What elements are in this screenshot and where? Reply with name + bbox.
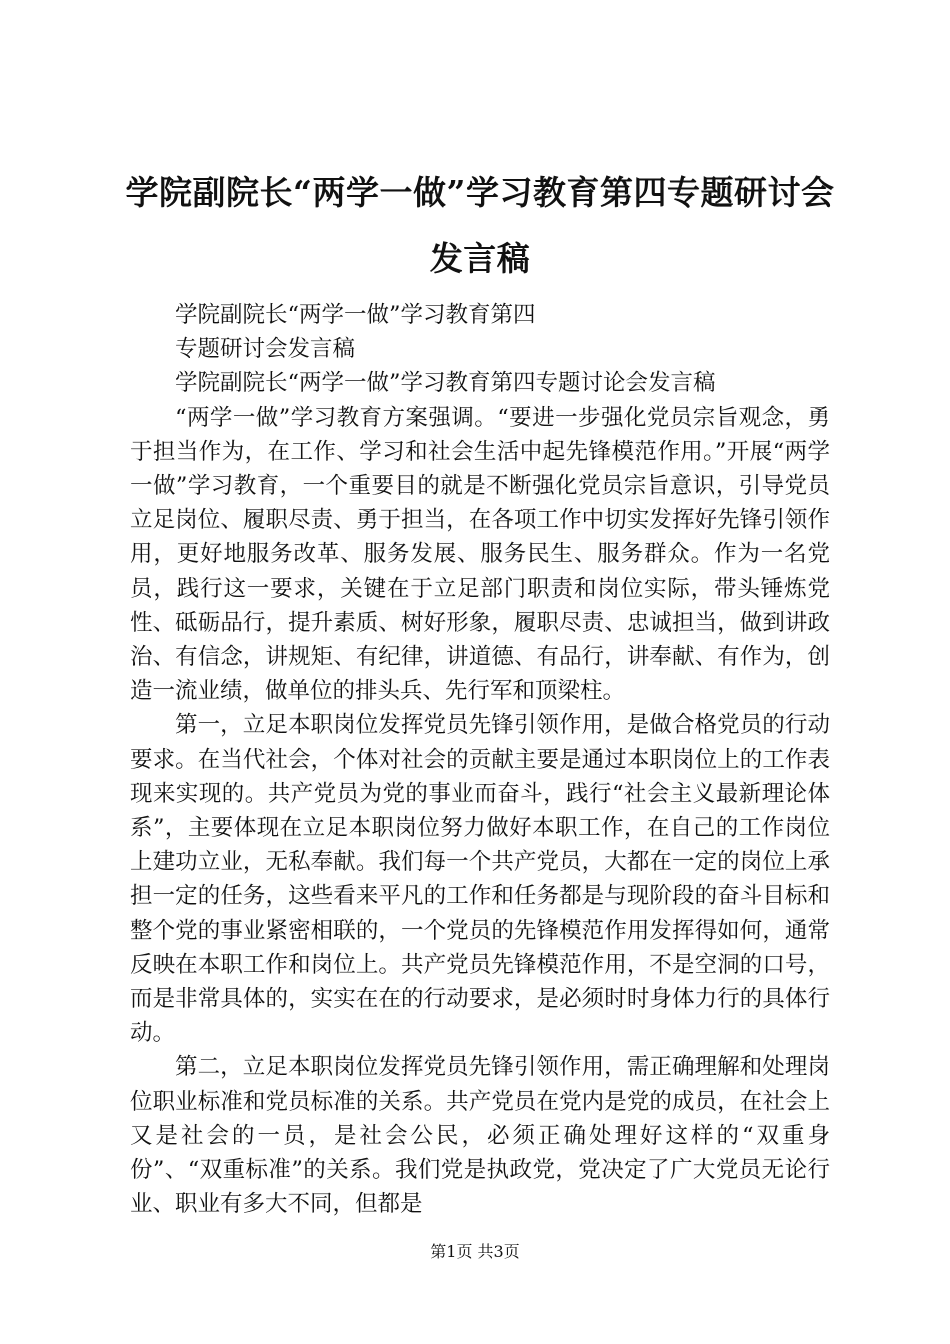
subtitle-line-2: 专题研讨会发言稿 [175,336,356,363]
subtitle-line-1: 学院副院长“两学一做”学习教育第四 [175,302,536,328]
subtitle-line-3: 学院副院长“两学一做”学习教育第四专题讨论会发言稿 [175,370,716,397]
document-body [130,298,830,1221]
paragraph-first-point: 第一，立足本职岗位发挥党员先锋引领作用，是做合格党员的行动要求。在当代社会，个体对社会的贡献主要是通过本职岗位上的工作表现来实现的。共产党员为党的事业而奋斗，践行“社会主义最新理论体系”，主要体现在立足本职岗位努力做好本职工作，在自己的工作岗位上建功立业，无私奉献。我们每一个共产党员，大都在一定的岗位上承担一定的任务，这些看来平凡的工作和任务都是与现阶段的奋斗目标和整个党的事业紧密相联的，一个党员的先锋模范作用发挥得如何，通常反映在本职工作和岗位上。共产党员先锋模范作用，不是空洞的口号，而是非常具体的，实实在在的行动要求，是必须时时身体力行的具体行动。 [130,712,830,1047]
paragraph-intro: “两学一做”学习教育方案强调。“要进一步强化党员宗旨观念，勇于担当作为，在工作、学习和社会生活中起先锋模范作用。”开展“两学一做”学习教育，一个重要目的就是不断强化党员宗旨意识，引导党员立足岗位、履职尽责、勇于担当，在各项工作中切实发挥好先锋引领作用，更好地服务改革、服务发展、服务民生、服务群众。作为一名党员，践行这一要求，关键在于立足部门职责和岗位实际，带头锤炼党性、砥砺品行，提升素质、树好形象，履职尽责、忠诚担当，做到讲政治、有信念，讲规矩、有纪律，讲道德、有品行，讲奉献、有作为，创造一流业绩，做单位的排头兵、先行军和顶梁柱。 [130,404,830,705]
document-title: 学院副院长“两学一做”学习教育第四专题研讨会发言稿 [125,173,835,278]
page-number-footer: 第1页 共3页 [430,1242,520,1261]
paragraph-second-point: 第二，立足本职岗位发挥党员先锋引领作用，需正确理解和处理岗位职业标准和党员标准的关系。共产党员在党内是党的成员，在社会上又是社会的一员，是社会公民，必须正确处理好这样的“双重身份”、“双重标准”的关系。我们党是执政党，党决定了广大党员无论行业、职业有多大不同，但都是 [130,1054,830,1218]
